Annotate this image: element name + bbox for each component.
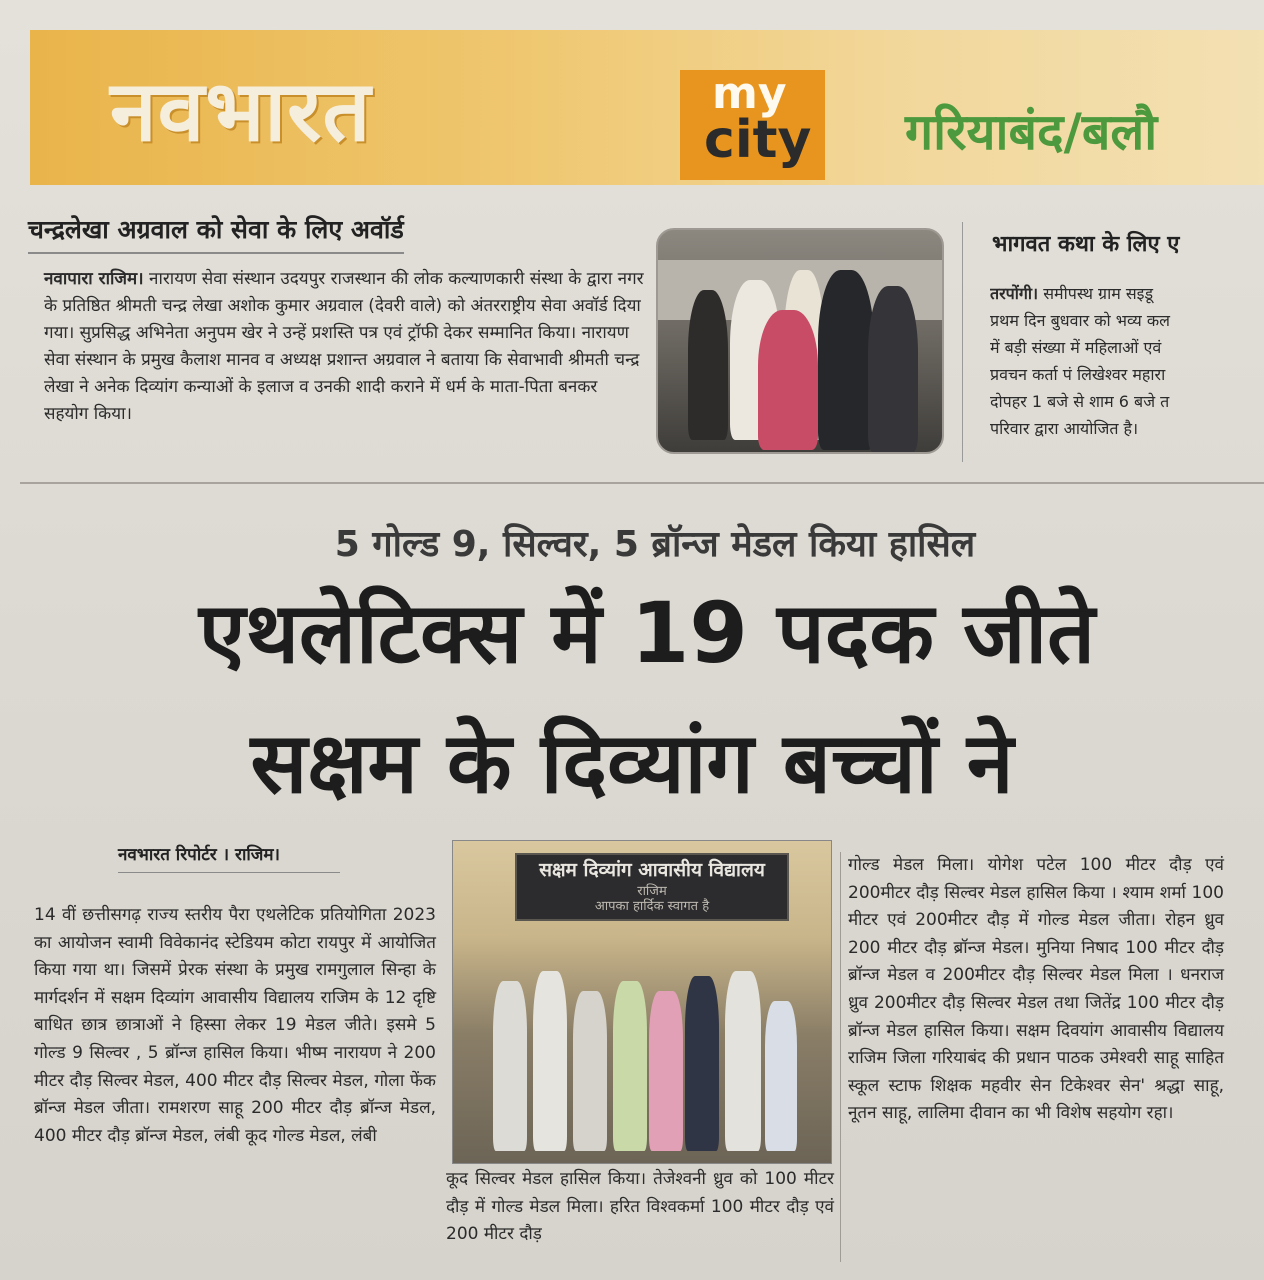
- column-rule: [962, 222, 963, 462]
- person-figure: [868, 286, 918, 452]
- student-figure: [533, 971, 567, 1151]
- person-figure: [688, 290, 728, 440]
- signboard-place: राजिम: [637, 884, 667, 899]
- bhagwat-dateline: तरपोंगी।: [990, 284, 1039, 303]
- main-story-column-3: गोल्ड मेडल मिला। योगेश पटेल 100 मीटर दौड़ एवं 200मीटर दौड़ सिल्वर मेडल हासिल किया । श्याम शर्मा 100 मीटर एवं 200मीटर दौड़ में गोल्ड मेडल जीता। रोहन ध्रुव 200 मीटर दौड़ ब्रॉन्ज मेडल। मुनिया निषाद 100 मीटर दौड़ ब्रॉन्ज मेडल व 200मीटर दौड़ सिल्वर मेडल मिला । धनराज ध्रुव 200मीटर दौड़ सिल्वर मेडल तथा जितेंद्र 100 मीटर दौड़ ब्रॉन्ज मेडल हासिल किया। सक्षम दिवयांग आवासीय विद्यालय राजिम जिला गरियाबंद की प्रधान पाठक उमेश्वरी साहू साहित स्कूल स्टाफ शिक्षक महवीर सेन टिकेश्वर सेन' श्रद्धा साहू, नूतन साहू, लालिमा दीवान का भी विशेष सहयोग रहा।: [848, 855, 1224, 1124]
- main-headline-line2: सक्षम के दिव्यांग बच्चों ने: [250, 714, 1014, 812]
- bhagwat-line: परिवार द्वारा आयोजित है।: [990, 419, 1139, 438]
- bhagwat-story-body: [990, 280, 1264, 442]
- main-story-kicker: 5 गोल्ड 9, सिल्वर, 5 ब्रॉन्ज मेडल किया हासिल: [334, 524, 976, 565]
- mycity-label-my: my: [712, 68, 787, 119]
- award-ceremony-photo: [656, 228, 944, 454]
- student-figure: [493, 981, 527, 1151]
- bhagwat-story-headline: भागवत कथा के लिए ए: [992, 232, 1180, 257]
- main-story-byline: नवभारत रिपोर्टर । राजिम।: [118, 842, 280, 865]
- award-story-headline: चन्द्रलेखा अग्रवाल को सेवा के लिए अवॉर्ड: [28, 212, 404, 246]
- student-figure: [765, 1001, 797, 1151]
- school-signboard: [515, 853, 789, 921]
- student-figure: [573, 991, 607, 1151]
- award-story-body: [44, 266, 644, 428]
- student-figure: [725, 971, 761, 1151]
- bhagwat-line: प्रथम दिन बुधवार को भव्य कल: [990, 311, 1170, 330]
- student-figure: [613, 981, 647, 1151]
- bhagwat-line: प्रवचन कर्ता पं लिखेश्वर महारा: [990, 365, 1166, 384]
- student-figure: [649, 991, 683, 1151]
- bhagwat-line: में बड़ी संख्या में महिलाओं एवं: [990, 338, 1162, 357]
- person-figure: [758, 310, 818, 450]
- main-story-column-2: कूद सिल्वर मेडल हासिल किया। तेजेश्वनी ध्रुव को 100 मीटर दौड़ में गोल्ड मेडल मिला। हरित विश्वकर्मा 100 मीटर दौड़ एवं 200 मीटर दौड़: [446, 1169, 834, 1245]
- main-story-column-1: 14 वीं छत्तीसगढ़ राज्य स्तरीय पैरा एथलेटिक प्रतियोगिता 2023 का आयोजन स्वामी विवेकानंद स्टेडियम कोटा रायपुर में आयोजित किया गया था। जिसमें प्रेरक संस्था के प्रमुख रामगुलाल सिन्हा के मार्गदर्शन में सक्षम दिव्यांग आवासीय विद्यालय राजिम के 12 दृष्टि बाधित छात्र छात्राओं ने हिस्सा लेकर 19 मेडल जीते। इसमे 5 गोल्ड 9 सिल्वर , 5 ब्रॉन्ज हासिल किया। भीष्म नारायण ने 200 मीटर दौड़ सिल्वर मेडल, 400 मीटर दौड़ सिल्वर मेडल, गोला फेंक ब्रॉन्ज मेडल जीता। रामशरण साहू 200 मीटर दौड़ ब्रॉन्ज मेडल, 400 मीटर दौड़ ब्रॉन्ज मेडल, लंबी कूद गोल्ड मेडल, लंबी: [34, 905, 436, 1146]
- section-divider: [20, 482, 1264, 484]
- signboard-welcome: आपका हार्दिक स्वागत है: [594, 899, 710, 914]
- bhagwat-line: दोपहर 1 बजे से शाम 6 बजे त: [990, 392, 1170, 411]
- newspaper-logo: नवभारत: [110, 62, 372, 160]
- mycity-label-city: city: [704, 110, 812, 170]
- student-figure: [685, 976, 719, 1151]
- main-headline-line1: एथलेटिक्स में 19 पदक जीते: [198, 584, 1096, 682]
- bhagwat-line: समीपस्थ ग्राम सइडू: [1043, 284, 1154, 303]
- person-figure: [818, 270, 874, 450]
- school-group-photo: [452, 840, 832, 1164]
- award-dateline: नवापारा राजिम।: [44, 269, 144, 289]
- edition-name: गरियाबंद/बलौ: [905, 103, 1158, 161]
- award-text: नारायण सेवा संस्थान उदयपुर राजस्थान की लोक कल्याणकारी संस्था के द्वारा नगर के प्रतिष्ठित श्रीमती चन्द्र लेखा अशोक कुमार अग्रवाल (देवरी वाले) को अंतरराष्ट्रीय सेवा अवॉर्ड दिया गया। सुप्रसिद्ध अभिनेता अनुपम खेर ने उन्हें प्रशस्ति पत्र एवं ट्रॉफी देकर सम्मानित किया। नारायण सेवा संस्थान के प्रमुख कैलाश मानव व अध्यक्ष प्रशान्त अग्रवाल ने बताया कि सेवाभावी श्रीमती चन्द्र लेखा ने अनेक दिव्यांग कन्याओं के इलाज व उनकी शादी कराने में धर्म के माता-पिता बनकर सहयोग किया।: [44, 269, 644, 424]
- signboard-title: सक्षम दिव्यांग आवासीय विद्यालय: [539, 859, 765, 881]
- column-rule: [840, 852, 841, 1262]
